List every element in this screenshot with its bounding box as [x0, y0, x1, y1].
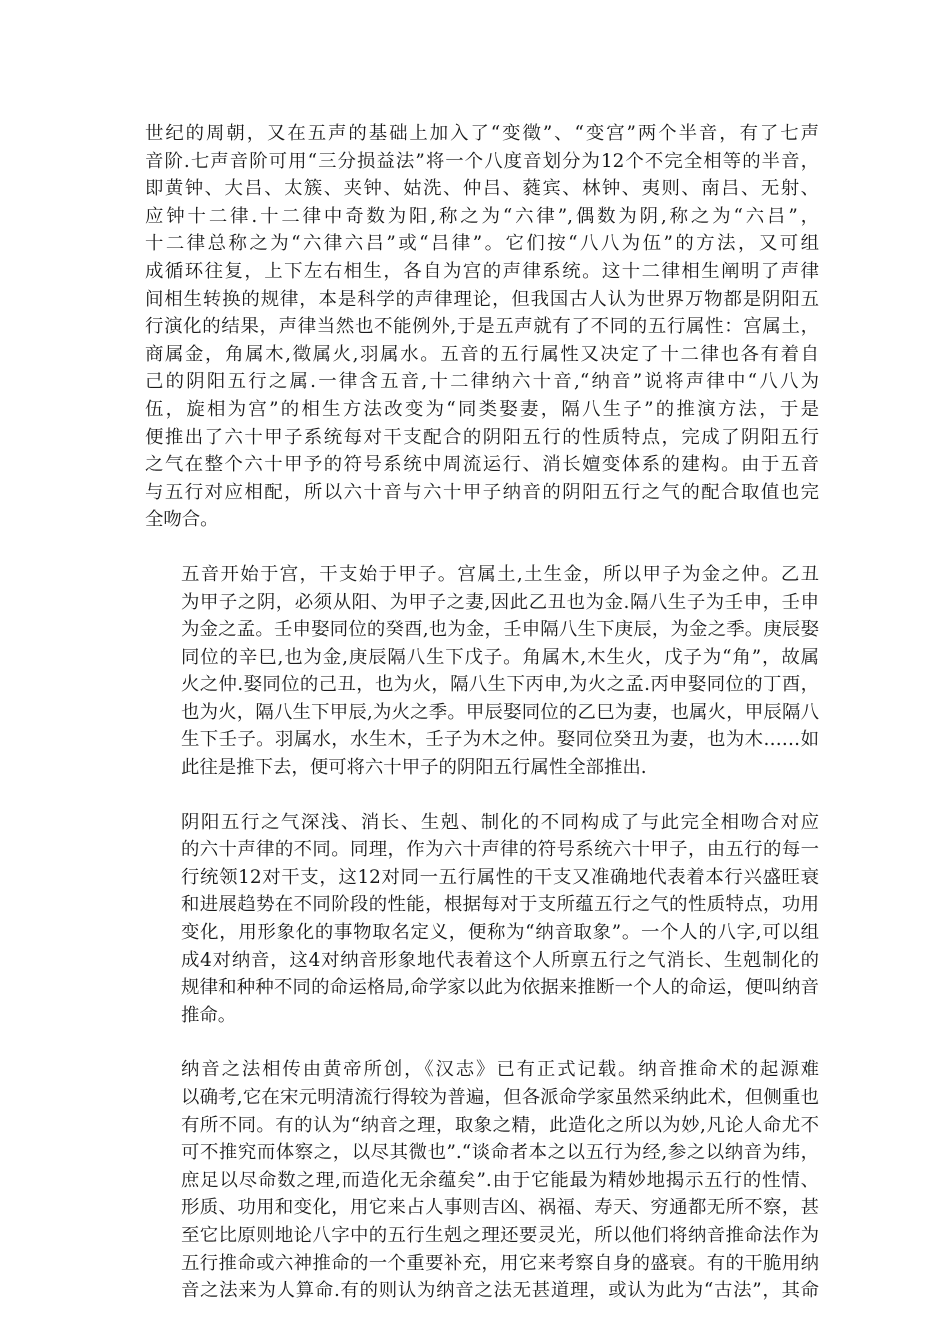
text-line: 规律和种种不同的命运格局,命学家以此为依据来推断一个人的命运，便叫纳音: [181, 977, 819, 999]
text-line: 火之仲.娶同位的己丑，也为火，隔八生下丙申,为火之孟.丙申娶同位的丁酉，: [181, 674, 819, 696]
text-line: 的六十声律的不同。同理，作为六十声律的符号系统六十甲子，由五行的每一: [181, 839, 819, 861]
text-line: 以确考,它在宋元明清流行得较为普遍，但各派命学家虽然采纳此术，但侧重也: [181, 1087, 819, 1108]
paragraph-4: [145, 1056, 819, 1304]
text-line: 为金之孟。壬申娶同位的癸酉,也为金，壬申隔八生下庚辰，为金之季。庚辰娶: [181, 619, 819, 641]
text-line: 伍，旋相为宫”的相生方法改变为“同类娶妻，隔八生子”的推演方法，于是: [145, 398, 819, 420]
text-line: 推命。: [181, 1004, 237, 1026]
text-line: 商属金，角属木,徵属火,羽属水。五音的五行属性又决定了十二律也各有着自: [145, 343, 819, 365]
text-line: 至它比原则地论八字中的五行生剋之理还要灵光，所以他们将纳音推命法作为: [181, 1224, 819, 1246]
text-line: 纳音之法相传由黄帝所创，《汉志》已有正式记载。纳音推命术的起源难: [181, 1059, 819, 1081]
text-line: 庶足以尽命数之理,而造化无余蕴矣”.由于它能最为精妙地揭示五行的性情、: [181, 1169, 819, 1191]
text-line: 便推出了六十甲子系统每对干支配合的阴阳五行的性质特点，完成了阴阳五行: [145, 426, 819, 448]
text-line: 阴阳五行之气深浅、消长、生剋、制化的不同构成了与此完全相吻合对应: [181, 811, 819, 833]
text-line: 间相生转换的规律，本是科学的声律理论，但我国古人认为世界万物都是阴阳五: [145, 288, 819, 310]
text-line: 成循环往复，上下左右相生，各自为宫的声律系统。这十二律相生阐明了声律: [145, 260, 819, 282]
text-line: 五音开始于宫，干支始于甲子。宫属土,土生金，所以甲子为金之仲。乙丑: [181, 563, 819, 585]
text-line: 音之法来为人算命.有的则认为纳音之法无甚道理，或认为此为“古法”，其命: [181, 1280, 819, 1302]
text-line: 变化，用形象化的事物取名定义，便称为“纳音取象”。一个人的八字,可以组: [181, 922, 819, 944]
text-line: 音阶.七声音阶可用“三分损益法”将一个八度音划分为12个不完全相等的半音，: [145, 150, 819, 172]
paragraph-1: [145, 120, 819, 534]
text-line: 生下壬子。羽属水，水生木，壬子为木之仲。娶同位癸丑为妻，也为木……如: [181, 729, 819, 751]
text-line: 之气在整个六十甲予的符号系统中周流运行、消长嬗变体系的建构。由于五音: [145, 454, 819, 476]
text-line: 同位的辛巳,也为金,庚辰隔八生下戊子。角属木,木生火，戊子为“角”，故属: [181, 646, 819, 668]
text-line: 己的阴阳五行之属.一律含五音,十二律纳六十音,“纳音”说将声律中“八八为: [145, 371, 819, 393]
text-line: 和进展趋势在不同阶段的性能，根据每对于支所蕴五行之气的性质特点，功用: [181, 894, 819, 916]
text-line: 十二律总称之为“六律六吕”或“吕律”。它们按“八八为伍”的方法，又可组: [145, 233, 819, 255]
text-line: 有所不同。有的认为“纳音之理，取象之精，此造化之所以为妙,凡论人命尤不: [181, 1114, 819, 1136]
text-line: 也为火，隔八生下甲辰,为火之季。甲辰娶同位的乙巳为妻，也属火，甲辰隔八: [181, 701, 819, 723]
text-line: 行演化的结果，声律当然也不能例外,于是五声就有了不同的五行属性：宫属土，: [145, 316, 819, 338]
text-line: 行统领12对干支，这12对同一五行属性的干支又准确地代表着本行兴盛旺衰: [181, 866, 819, 888]
text-line: 此往是推下去，便可将六十甲子的阴阳五行属性全部推出.: [181, 757, 647, 779]
text-line: 世纪的周朝，又在五声的基础上加入了“变徵”、“变宫”两个半音，有了七声: [145, 123, 819, 144]
document-body: [145, 120, 819, 1305]
text-line: 即黄钟、大吕、太簇、夹钟、姑洗、仲吕、蕤宾、林钟、夷则、南吕、无射、: [145, 178, 819, 200]
text-line: 为甲子之阴，必须从阳、为甲子之妻,因此乙丑也为金.隔八生子为壬申，壬申: [181, 591, 819, 613]
text-line: 五行推命或六神推命的一个重要补充，用它来考察自身的盛衰。有的干脆用纳: [181, 1252, 819, 1274]
text-line: 应钟十二律.十二律中奇数为阳,称之为“六律”,偶数为阴,称之为“六吕”，: [145, 205, 819, 227]
text-line: 成4对纳音，这4对纳音形象地代表着这个人所禀五行之气消长、生剋制化的: [181, 949, 819, 971]
text-line: 与五行对应相配，所以六十音与六十甲子纳音的阴阳五行之气的配合取值也完: [145, 481, 819, 503]
paragraph-3: [145, 809, 819, 1030]
paragraph-2: [145, 561, 819, 782]
text-line: 可不推究而体察之，以尽其微也”.“谈命者本之以五行为经,参之以纳音为纬，: [181, 1142, 819, 1164]
text-line: 形质、功用和变化，用它来占人事则吉凶、祸福、寿天、穷通都无所不察，甚: [181, 1197, 819, 1219]
text-line: 全吻合。: [145, 509, 219, 531]
